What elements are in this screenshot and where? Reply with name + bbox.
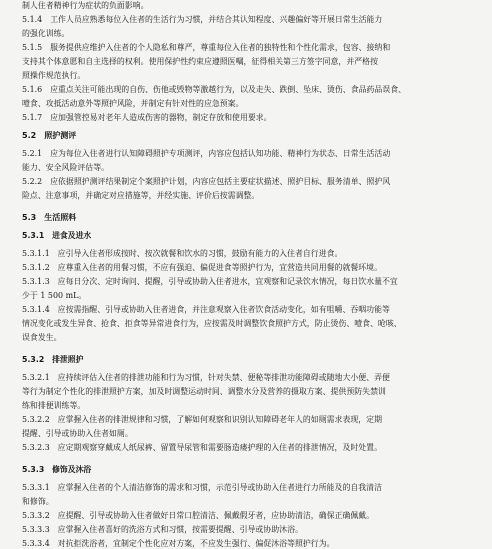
body-line: 噎食、攻抵活动意外等照护风险，并制定有针对性的应急预案。 (22, 99, 244, 108)
body-line: 5.3.1.4 应按需指醒、引导或协助入住者进食，并注意观察入住者饮食活动变化，如有咀嚼、吞咽功能等 (22, 305, 390, 314)
body-line: 照操作规范执行。 (22, 71, 86, 80)
body-line: 5.1.5 服务提供应维护入住者的个人隐私和尊严，尊重每位入住者的独特性和个性化需求，包容、接纳和 (22, 43, 391, 52)
section-heading: 5.3 生活照料 (22, 213, 77, 222)
body-line: 5.3.2.3 应定期观察穿戴成人纸尿裤、留置导尿管和需要肠造瘘护理的入住者的排泄情况，及时处置。 (22, 443, 382, 452)
body-line: 5.1.4 工作人员应熟悉每位入住者的生活行为习惯，并结合其认知程度、兴趣偏好等开展日常生活能力 (22, 15, 383, 24)
body-line: 险点、注意事项，并确定对应措施等，并经实施、评价后按需调整。 (22, 191, 260, 200)
subsection-heading: 5.3.1 进食及进水 (22, 231, 92, 240)
body-line: 5.1.6 应重点关注可能出现的自伤、伤他或毁物等激越行为，以及走失、跌倒、坠床、烫伤、食品药品误食、 (22, 85, 407, 94)
subsection-heading: 5.3.3 修饰及沐浴 (22, 465, 92, 474)
body-line: 的强化训练。 (22, 29, 70, 38)
body-line: 练和排便训练等。 (22, 401, 86, 410)
body-line: 支持其个体意愿和自主选择的权利。使用保护性约束应遵照医嘱，征得相关第三方签字同意，并严格按 (22, 57, 378, 66)
body-line: 能力、安全风险评估等。 (22, 163, 110, 172)
body-line: 5.3.1.1 应引导入住者形成按时、按次就餐和饮水的习惯，鼓励有能力的入住者自行进食。 (22, 249, 343, 258)
body-line: 误食发生。 (22, 333, 62, 342)
body-line: 5.3.2.1 应持续评估入住者的排泄功能和行为习惯，针对失禁、便秘等排泄功能障碍或随地大小便、弄便 (22, 373, 390, 382)
body-line: 情况变化或发生异食、抢食、拒食等异常进食行为，应按需及时调整饮食照护方式，防止烫伤、噎食、呛咳、 (22, 319, 402, 328)
body-line: 制人住者精神行为症状的负面影响。 (22, 1, 149, 10)
body-line: 等行为制定个性化的排泄照护方案，加及时调整运动时间、调整水分及营养的摄取方案、提供预防失禁训 (22, 387, 386, 396)
body-line: 5.2.1 应为每位入住者进行认知障碍照护专项测评，内容应包括认知功能、精神行为状态、日常生活活动 (22, 149, 391, 158)
body-line: 5.3.3.2 应提醒、引导或协助入住者做好日常口腔清洁、佩戴假牙者，应协助清洁，确保正确佩戴。 (22, 511, 375, 520)
subsection-heading: 5.3.2 排泄照护 (22, 355, 84, 364)
body-line: 5.3.2.2 应掌握入住者的排泄规律和习惯，了解如何观察和识别认知障碍老年人的如厕需求表现，定期 (22, 415, 382, 424)
body-line: 5.3.3.4 对抗拒洗浴者，宜制定个性化应对方案，不应发生强行、偏促沐浴等照护行为。 (22, 539, 335, 548)
body-line: 5.3.3.1 应掌握入住者的个人清洁修饰的需求和习惯，示范引导或协助入住者进行力所能及的自我清洁 (22, 483, 382, 492)
body-line: 5.3.3.3 应掌握入住者喜好的洗浴方式和习惯，按需要提醒、引导或协助沐浴。 (22, 525, 303, 534)
body-line: 少于 1 500 mL。 (22, 291, 87, 300)
section-heading: 5.2 照护测评 (22, 131, 77, 140)
body-line: 5.1.7 应加强管控易对老年人造成伤害的器物，制定存放和使用要求。 (22, 113, 272, 122)
body-line: 5.3.1.3 应每日分次、定时询问、提醒，引导或协助入住者进水，宜观察和记录饮水情况，每日饮水量不宜 (22, 277, 398, 286)
body-line: 5.2.2 应依据照护测评结果制定个案照护计划，内容应包括主要症状描述、照护目标、服务清单、照护风 (22, 177, 391, 186)
body-line: 5.3.1.2 应尊重入住者的用餐习惯，不应有强迫、偏促进食等照护行为，宜营造共同用餐的就餐环境。 (22, 263, 382, 272)
body-line: 提醒、引导或协助入住者如厕。 (22, 429, 133, 438)
body-line: 和修饰。 (22, 497, 54, 506)
